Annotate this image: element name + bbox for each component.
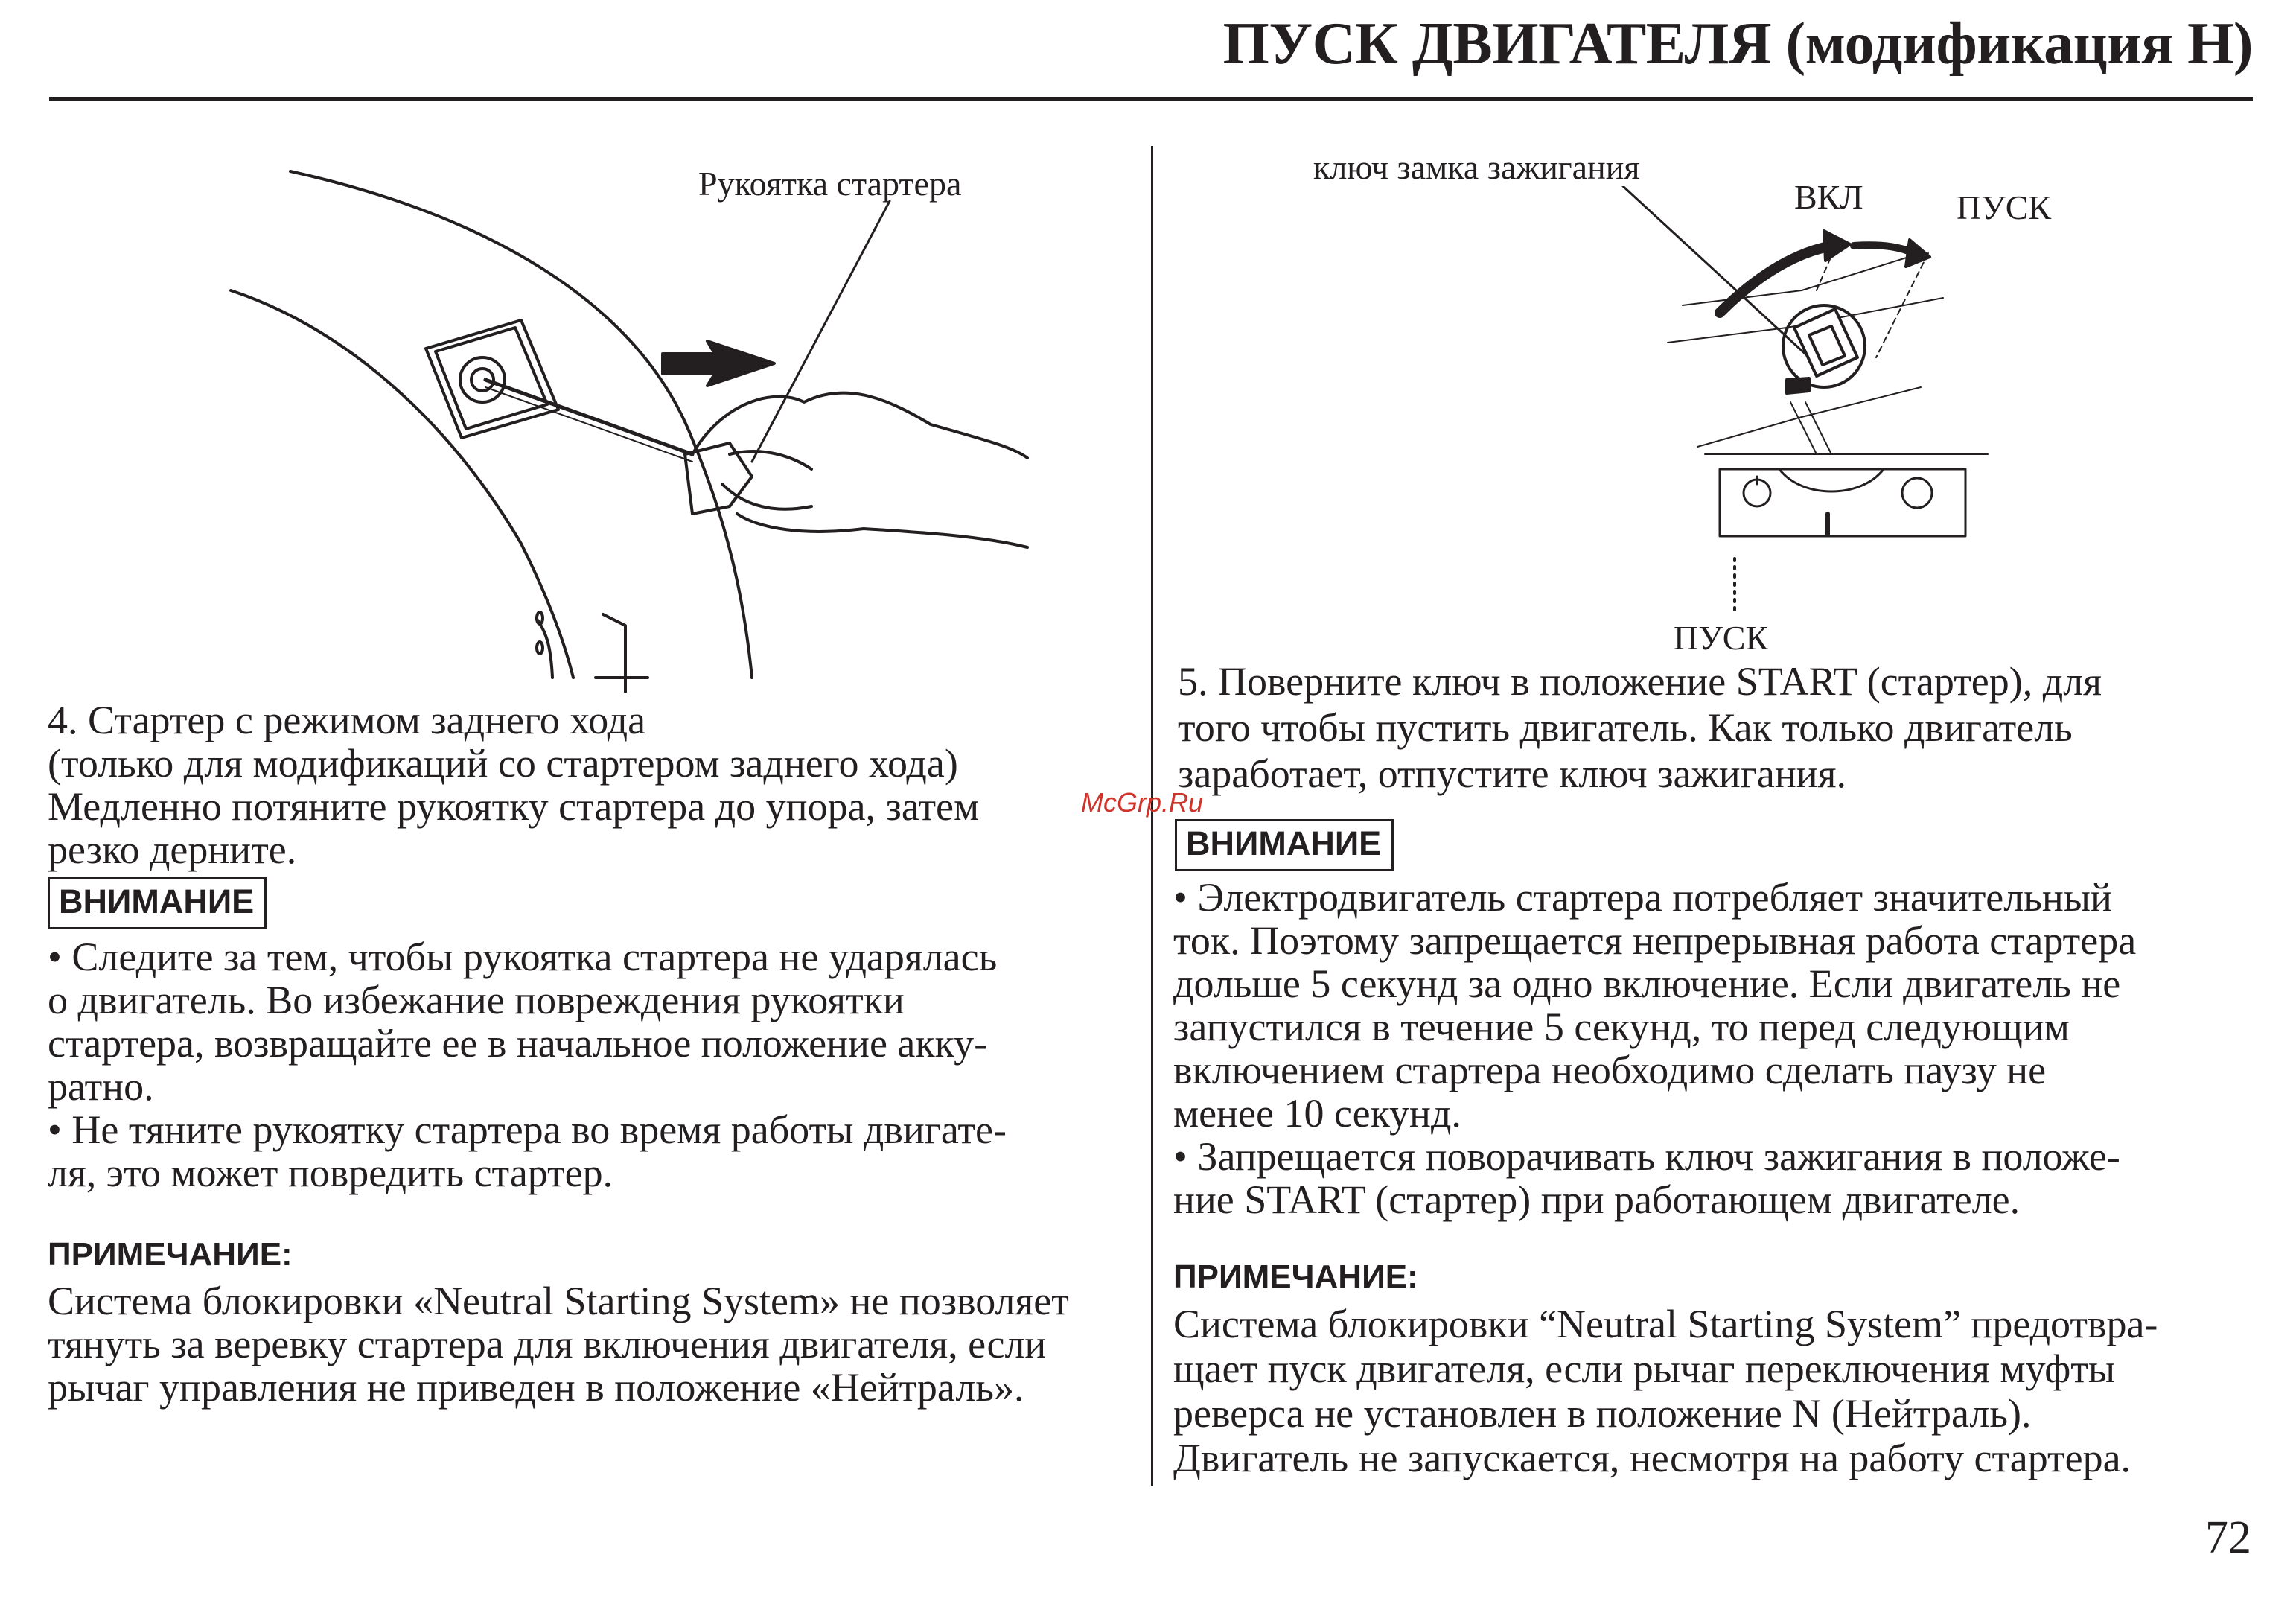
warning-label-left: ВНИМАНИЕ	[48, 877, 267, 929]
note-line: тянуть за веревку стартера для включения двигателя, если	[48, 1322, 1047, 1366]
warning-line: стартера, возвращайте ее в начальное положение акку-	[48, 1021, 988, 1066]
step-5-line: заработает, отпустите ключ зажигания.	[1178, 751, 1846, 796]
page-title: ПУСК ДВИГАТЕЛЯ (модификация H)	[1222, 11, 2253, 77]
title-rule	[49, 97, 2253, 101]
warning-line: запустился в течение 5 секунд, то перед следующим	[1173, 1005, 2070, 1049]
warning-line: менее 10 секунд.	[1173, 1091, 1461, 1136]
warning-line: ля, это может повредить стартер.	[48, 1151, 613, 1195]
watermark: McGrp.Ru	[1081, 787, 1204, 818]
step-4-line: (только для модификаций со стартером заднего хода)	[48, 741, 958, 786]
warning-text-left	[48, 935, 1120, 1194]
warning-line: • Следите за тем, чтобы рукоятка стартера не ударялась	[48, 935, 998, 979]
warning-line: ратно.	[48, 1064, 154, 1109]
page-number: 72	[2205, 1512, 2251, 1563]
warning-line: ние START (стартер) при работающем двигателе.	[1173, 1177, 2021, 1222]
warning-line: включением стартера необходимо сделать паузу не	[1173, 1048, 2047, 1092]
warning-line: • Электродвигатель стартера потребляет значительный	[1173, 875, 2112, 920]
figure-label-ignition-key: ключ замка зажигания	[1313, 148, 1640, 186]
ignition-key-figure	[1608, 186, 1995, 618]
warning-line: • Запрещается поворачивать ключ зажигания в положе-	[1173, 1134, 2120, 1179]
note-line: Система блокировки «Neutral Starting System» не позволяет	[48, 1279, 1069, 1323]
warning-line: о двигатель. Во избежание повреждения рукоятки	[48, 978, 905, 1022]
warning-line: • Не тяните рукоятку стартера во время работы двигате-	[48, 1107, 1007, 1152]
step-4-line: резко дерните.	[48, 827, 297, 872]
step-4-line: 4. Стартер с режимом заднего хода	[48, 698, 646, 742]
note-line: щает пуск двигателя, если рычаг переключения муфты	[1173, 1346, 2116, 1391]
note-line: Двигатель не запускается, несмотря на работу стартера.	[1173, 1436, 2131, 1480]
step-5-text	[1178, 658, 2265, 797]
note-heading-right: ПРИМЕЧАНИЕ:	[1173, 1258, 1418, 1295]
step-4-line: Медленно потяните рукоятку стартера до упора, затем	[48, 784, 980, 829]
note-heading-left: ПРИМЕЧАНИЕ:	[48, 1236, 293, 1273]
note-text-right	[1173, 1302, 2268, 1480]
figure-label-start-top: ПУСК	[1957, 188, 2052, 226]
warning-text-right	[1173, 876, 2268, 1221]
warning-line: дольше 5 секунд за одно включение. Если двигатель не	[1173, 961, 2121, 1006]
figure-label-start-bottom: ПУСК	[1674, 619, 1769, 657]
note-text-left	[48, 1279, 1135, 1409]
recoil-starter-figure	[208, 156, 1057, 693]
note-line: рычаг управления не приведен в положение «Нейтраль».	[48, 1365, 1024, 1410]
step-5-line: 5. Поверните ключ в положение START (стартер), для	[1178, 659, 2102, 704]
figure-label-on: ВКЛ	[1794, 178, 1863, 216]
step-5-line: того чтобы пустить двигатель. Как только двигатель	[1178, 705, 2073, 750]
figure-label-starter-handle: Рукоятка стартера	[698, 165, 962, 203]
step-4-text	[48, 698, 1112, 871]
warning-line: ток. Поэтому запрещается непрерывная работа стартера	[1173, 918, 2137, 963]
note-line: Система блокировки “Neutral Starting System” предотвра-	[1173, 1302, 2158, 1346]
note-line: реверса не установлен в положение N (Нейтраль).	[1173, 1391, 2032, 1436]
warning-label-right: ВНИМАНИЕ	[1175, 819, 1394, 871]
